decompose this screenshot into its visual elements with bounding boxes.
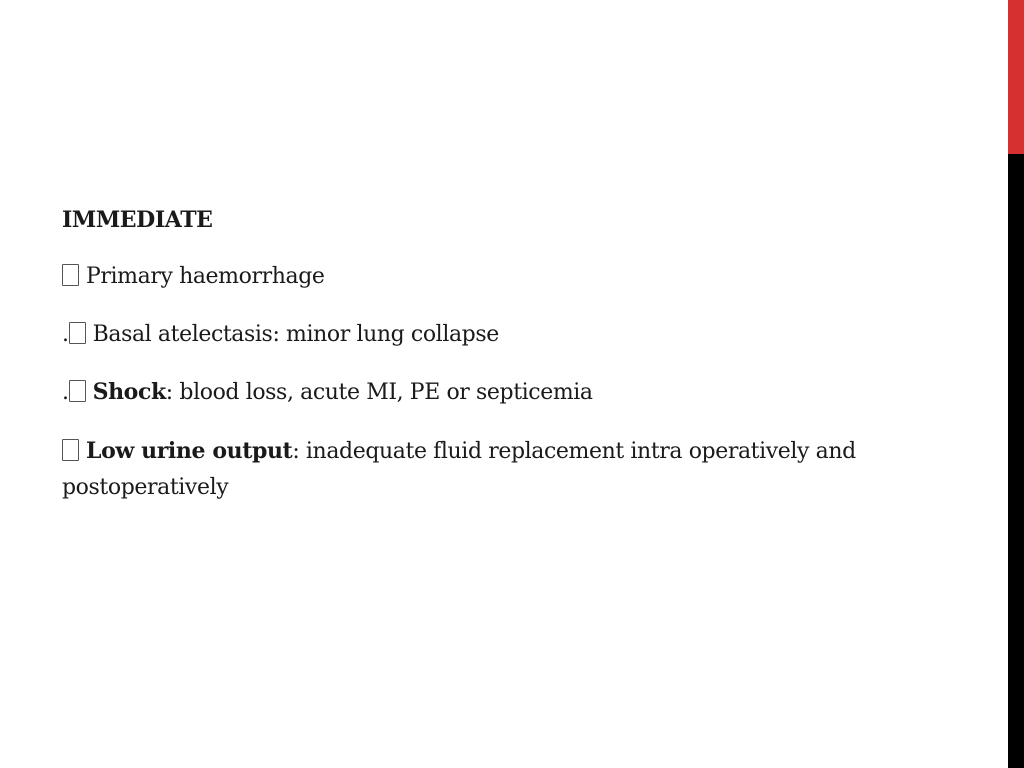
slide-heading: IMMEDIATE [62,207,213,233]
item-text: Basal atelectasis: minor lung collapse [92,322,499,347]
missing-glyph-icon [69,322,86,344]
accent-bar-black [1008,154,1024,768]
accent-bar-red [1008,0,1024,154]
item-prefix: . [62,380,69,405]
missing-glyph-icon [62,264,79,286]
missing-glyph-icon [69,380,86,402]
item-bold: Shock [92,379,166,405]
list-item-primary-haemorrhage [62,259,882,294]
slide-body [62,204,882,529]
list-item-basal-atelectasis [62,317,882,352]
item-text: : blood loss, acute MI, PE or septicemia [165,380,593,405]
item-bold: Low urine output [86,438,293,464]
item-text: : inadequate fluid replacement intra operatively and postoperatively [62,439,856,500]
item-text: Primary haemorrhage [86,264,325,289]
item-prefix: . [62,322,69,347]
list-item-low-urine-output [62,433,882,506]
list-item-shock [62,375,882,410]
missing-glyph-icon [62,439,79,461]
